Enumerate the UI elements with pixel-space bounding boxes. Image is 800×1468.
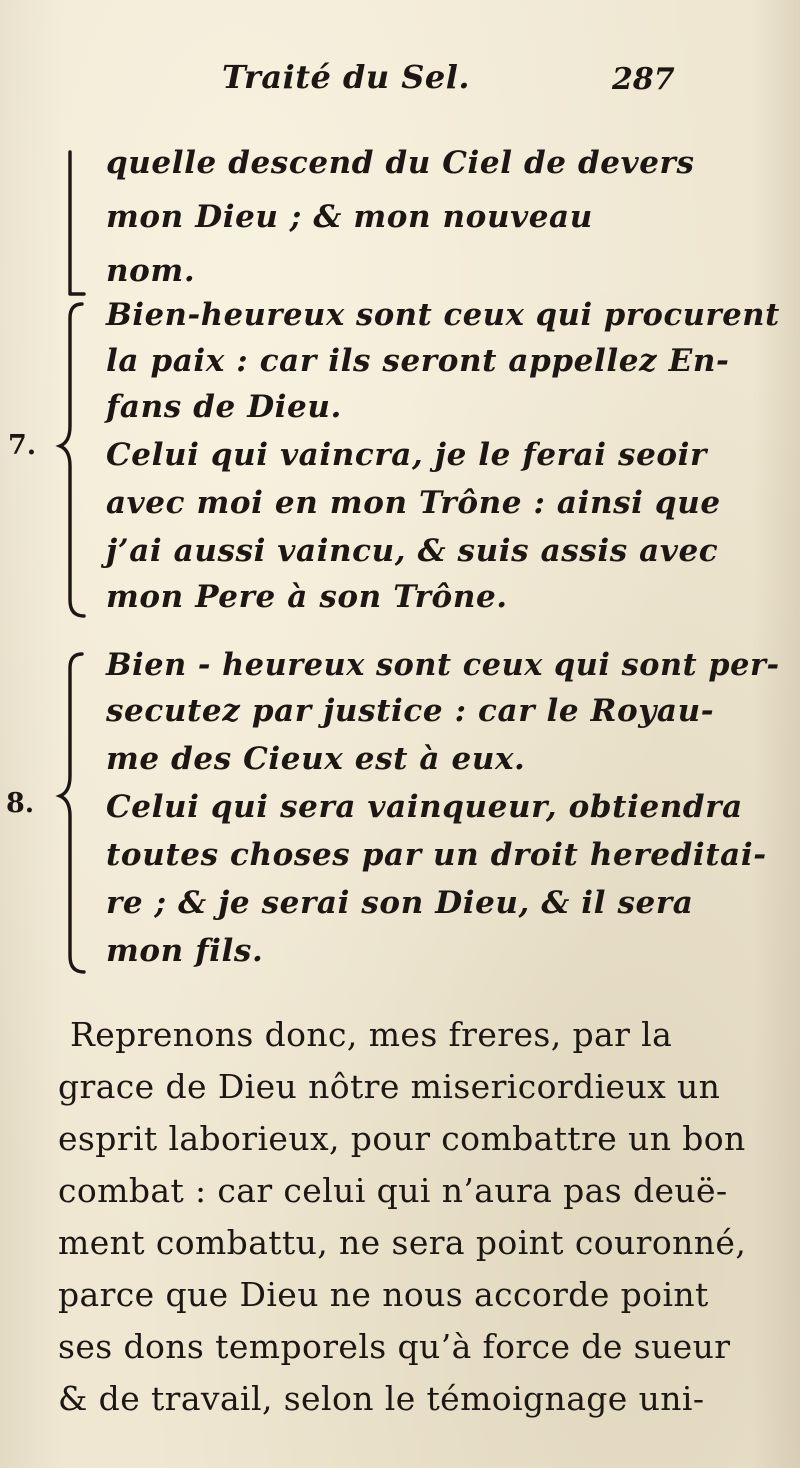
- page-number: 287: [612, 62, 675, 97]
- prose-line: Reprenons donc, mes freres, par la: [70, 1015, 673, 1054]
- verse-line: secutez par justice : car le Royau-: [106, 693, 715, 729]
- verse-line: quelle descend du Ciel de devers: [106, 145, 695, 181]
- prose-line: & de travail, selon le témoignage uni-: [58, 1379, 705, 1418]
- prose-line: esprit laborieux, pour combattre un bon: [58, 1119, 746, 1158]
- verse-line: j’ai aussi vaincu, & suis assis avec: [106, 533, 719, 569]
- verse-line: avec moi en mon Trône : ainsi que: [106, 485, 721, 521]
- bracket-left: [58, 148, 108, 298]
- verse-number: 7.: [8, 430, 37, 461]
- page-header: [0, 58, 800, 108]
- prose-line: ses dons temporels qu’à force de sueur: [58, 1327, 731, 1366]
- verse-number: 8.: [6, 788, 35, 819]
- verse-line: re ; & je serai son Dieu, & il sera: [106, 885, 694, 921]
- prose-line: combat : car celui qui n’aura pas deuë-: [58, 1171, 728, 1210]
- verse-line: mon Pere à son Trône.: [106, 579, 508, 615]
- verse-line: Celui qui sera vainqueur, obtiendra: [106, 789, 743, 825]
- prose-line: ment combattu, ne sera point couronné,: [58, 1223, 747, 1262]
- curly-brace-icon: [58, 300, 108, 620]
- prose-line: grace de Dieu nôtre misericordieux un: [58, 1067, 721, 1106]
- prose-line: parce que Dieu ne nous accorde point: [58, 1275, 709, 1314]
- verse-line: mon fils.: [106, 933, 264, 969]
- verse-line: Celui qui vaincra, je le ferai seoir: [106, 437, 707, 473]
- verse-line: mon Dieu ; & mon nouveau: [106, 199, 593, 235]
- verse-line: fans de Dieu.: [106, 389, 342, 425]
- curly-brace-icon: [58, 650, 108, 976]
- verse-line: nom.: [106, 253, 196, 289]
- verse-line: Bien-heureux sont ceux qui procurent: [106, 297, 780, 333]
- verse-line: la paix : car ils seront appellez En-: [106, 343, 730, 379]
- verse-line: toutes choses par un droit hereditai-: [106, 837, 767, 873]
- verse-line: me des Cieux est à eux.: [106, 741, 526, 777]
- verse-line: Bien - heureux sont ceux qui sont per-: [106, 647, 780, 683]
- running-title: Traité du Sel.: [222, 58, 471, 96]
